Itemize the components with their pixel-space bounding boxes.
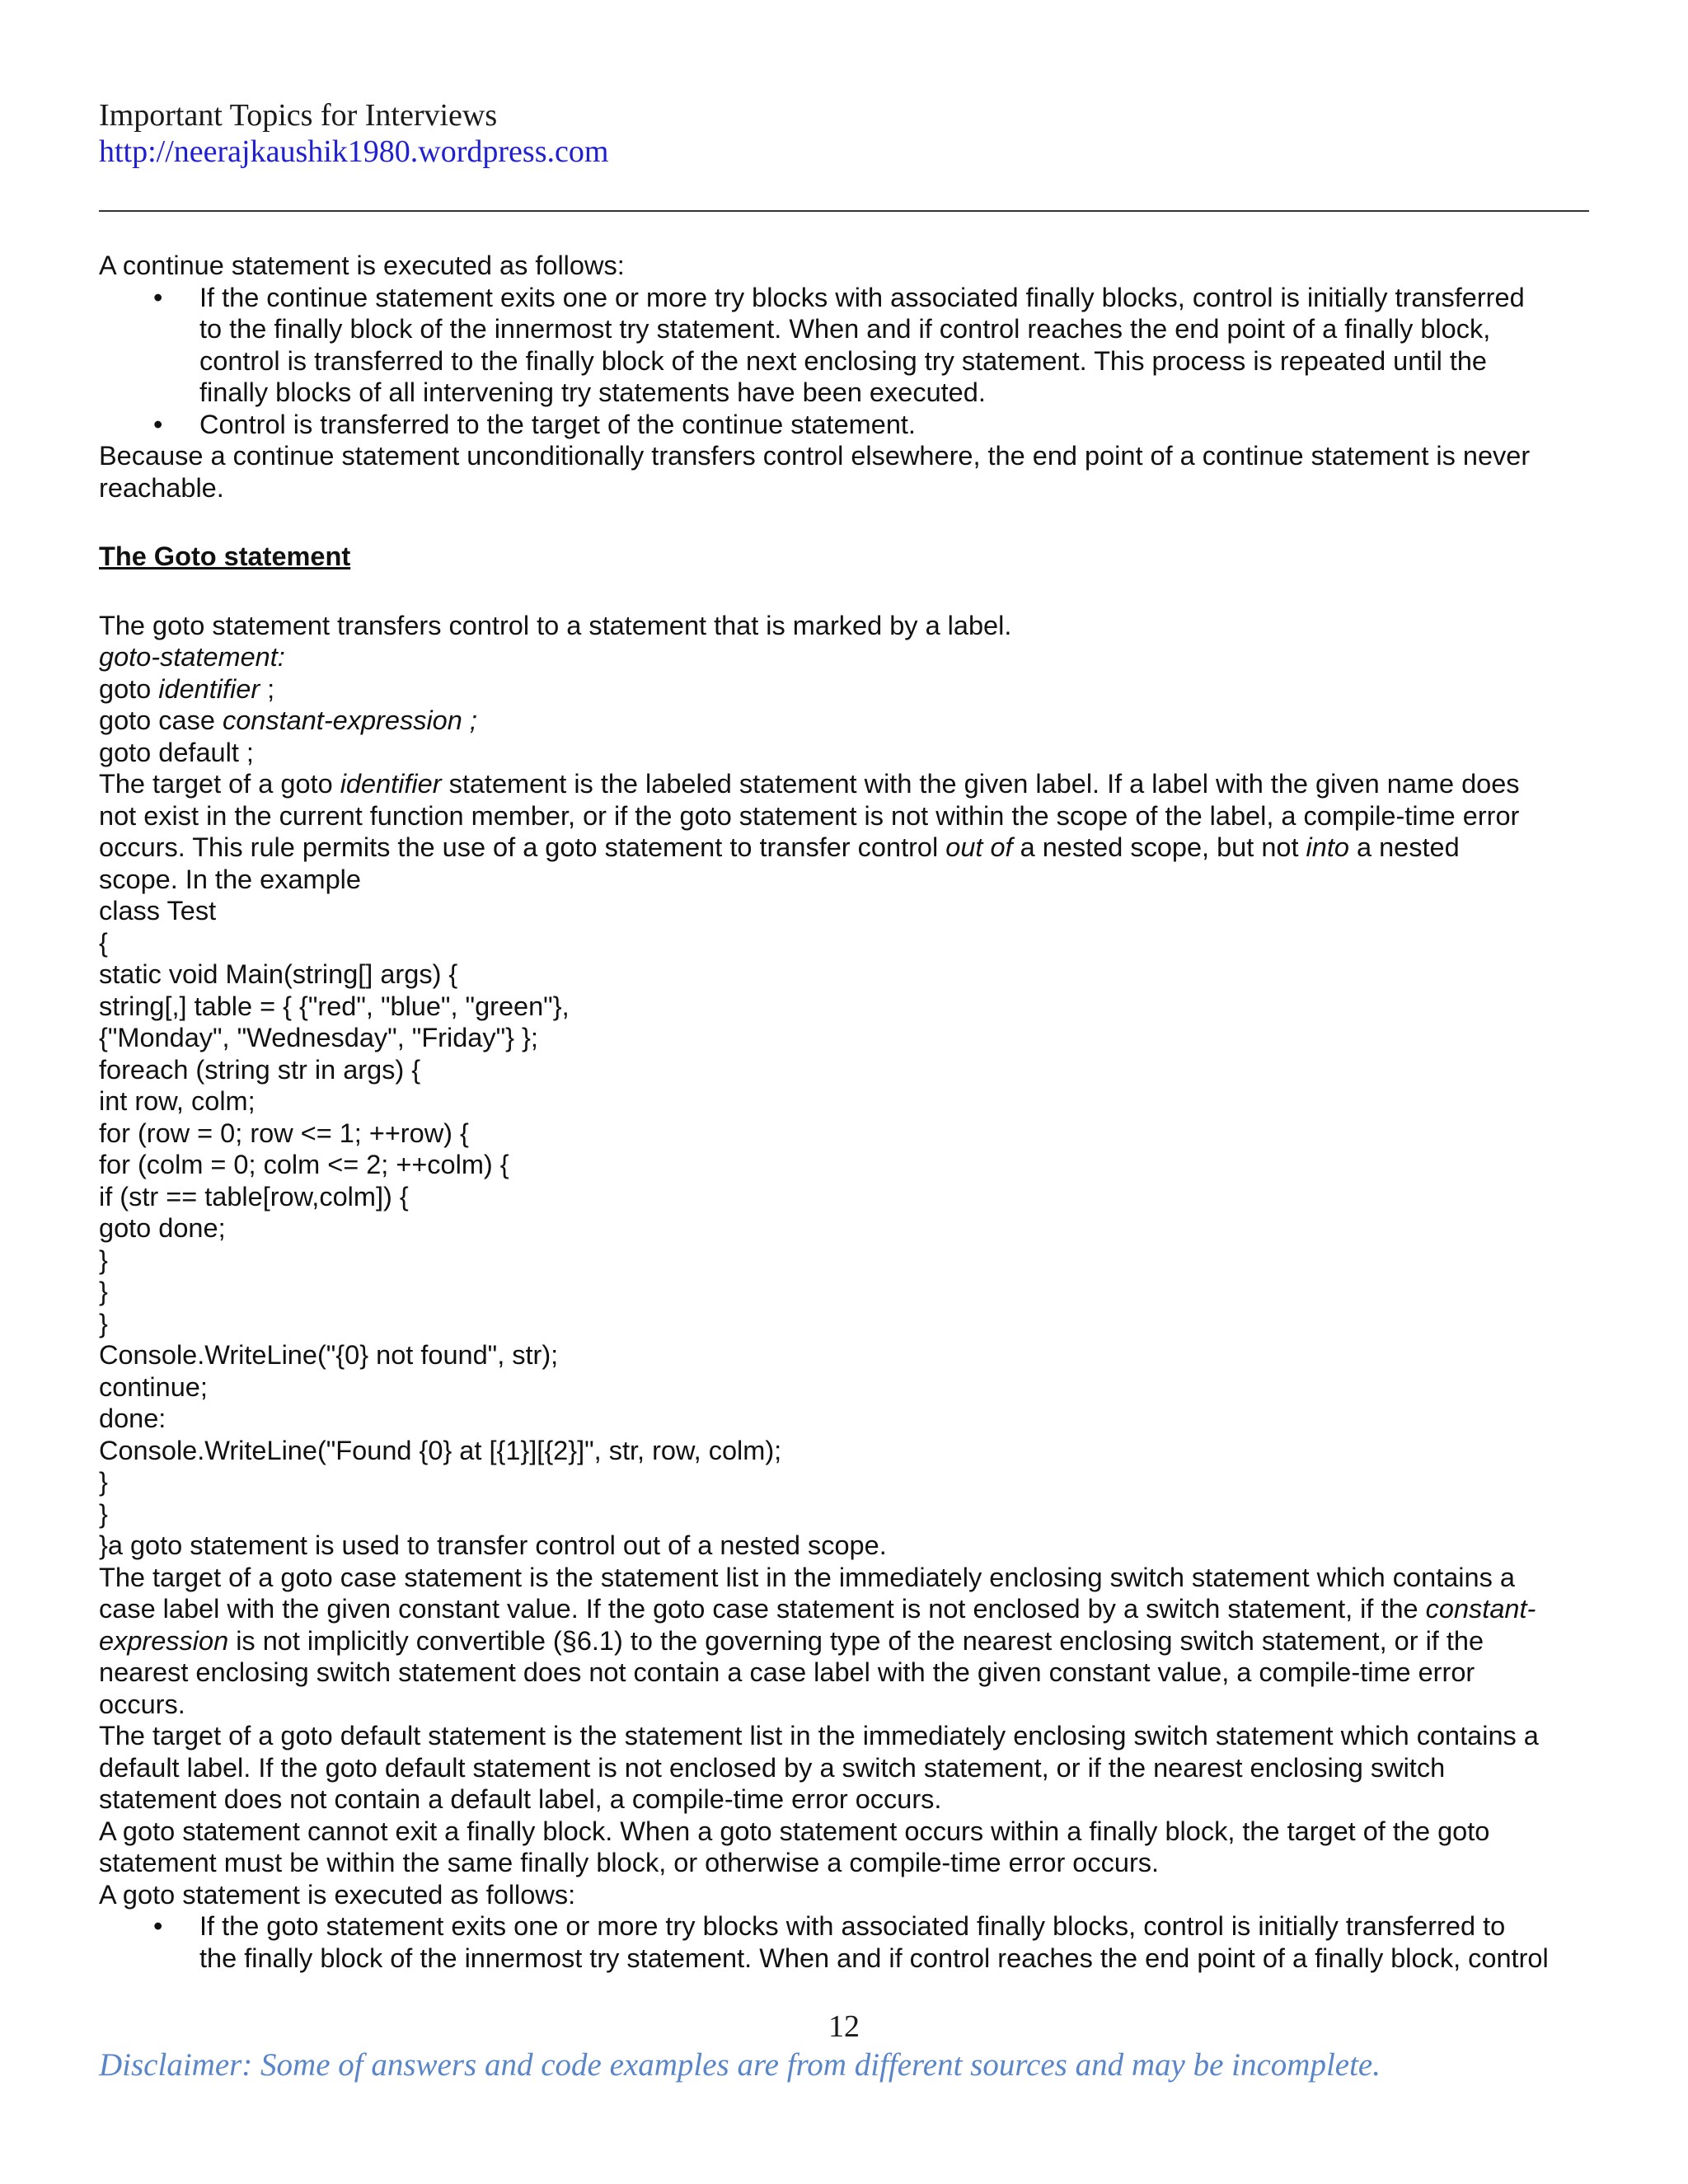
continue-intro: A continue statement is executed as follows: — [99, 251, 625, 280]
code-line: class Test — [99, 896, 217, 926]
page-number: 12 — [828, 2009, 860, 2044]
italic-run: into — [1306, 832, 1349, 862]
continue-bullet-1 — [99, 282, 1592, 409]
text-run: occurs. This rule permits the use of a goto statement to transfer control — [99, 832, 946, 862]
grammar-line-1 — [99, 673, 1592, 705]
paragraph-line: statement must be within the same finally block, or otherwise a compile-time error occurs. — [99, 1848, 1160, 1877]
grammar-italic: identifier — [158, 673, 260, 704]
code-line: Console.WriteLine("Found {0} at [{1}][{2}]", str, row, colm); — [99, 1435, 782, 1465]
paragraph-line — [99, 1593, 1592, 1625]
code-line: static void Main(string[] args) { — [99, 959, 458, 989]
goto-bullet-list — [99, 1910, 1592, 1974]
paragraph-line: scope. In the example — [99, 864, 361, 894]
grammar-name-text: goto-statement: — [99, 642, 285, 672]
code-line: string[,] table = { {"red", "blue", "green"}, — [99, 991, 570, 1021]
bullet-icon: • — [153, 282, 163, 312]
code-line: continue; — [99, 1371, 208, 1402]
goto-bullet-1 — [99, 1910, 1592, 1974]
footer-disclaimer: Disclaimer: Some of answers and code examples are from different sources and may be incomplete. — [99, 2047, 1381, 2083]
bullet-icon: • — [153, 1911, 163, 1941]
paragraph-line — [99, 1625, 1592, 1657]
continue-closing-line: reachable. — [99, 472, 224, 503]
header-divider — [99, 210, 1589, 212]
bullet-line: to the finally block of the innermost try statement. When and if control reaches the end point of a finally block, — [199, 314, 1491, 344]
italic-run: identifier — [340, 769, 442, 799]
bullet-line: control is transferred to the finally block of the next enclosing try statement. This process is repeated until the — [199, 345, 1487, 376]
paragraph-line: A goto statement cannot exit a finally block. When a goto statement occurs within a finally block, the target of the goto — [99, 1816, 1490, 1846]
grammar-name — [99, 641, 1592, 673]
text-run: a nested — [1348, 832, 1460, 862]
paragraph-line — [99, 768, 1592, 800]
text-run: case label with the given constant value. If the goto case statement is not enclosed by a switch statement, if the — [99, 1594, 1426, 1624]
italic-run: out of — [945, 832, 1013, 862]
code-line: for (row = 0; row <= 1; ++row) { — [99, 1118, 469, 1148]
header-title: Important Topics for Interviews — [99, 98, 498, 133]
paragraph-line: not exist in the current function member, or if the goto statement is not within the scope of the label, a compile-time error — [99, 800, 1520, 831]
code-line: } — [99, 1308, 108, 1338]
bullet-line: If the continue statement exits one or more try blocks with associated finally blocks, control is initially transferred — [199, 282, 1525, 312]
text-run: a nested scope, but not — [1012, 832, 1306, 862]
code-line: } — [99, 1244, 108, 1275]
code-line: { — [99, 927, 108, 958]
goto-intro: The goto statement transfers control to a statement that is marked by a label. — [99, 610, 1012, 640]
code-line: } — [99, 1498, 108, 1529]
code-end-line: }a goto statement is used to transfer control out of a nested scope. — [99, 1530, 887, 1560]
spacer — [99, 573, 1592, 610]
bullet-line: Control is transferred to the target of the continue statement. — [199, 409, 916, 439]
text-run: is not implicitly convertible (§6.1) to the governing type of the nearest enclosing switch statement, or if the — [228, 1625, 1484, 1656]
text-run: statement is the labeled statement with the given label. If a label with the given name does — [441, 769, 1520, 799]
italic-run: constant- — [1425, 1594, 1536, 1624]
bullet-line: finally blocks of all intervening try statements have been executed. — [199, 377, 986, 407]
paragraph-line: occurs. — [99, 1689, 185, 1719]
grammar-line-3: goto default ; — [99, 737, 254, 767]
code-line: foreach (string str in args) { — [99, 1054, 421, 1085]
code-line: goto done; — [99, 1213, 226, 1243]
page-header — [99, 97, 608, 170]
paragraph-line — [99, 832, 1592, 864]
document-body — [99, 250, 1592, 1974]
code-line: for (colm = 0; colm <= 2; ++colm) { — [99, 1150, 509, 1179]
grammar-text: ; — [260, 673, 275, 704]
grammar-line-2 — [99, 705, 1592, 737]
bullet-icon: • — [153, 409, 163, 439]
paragraph-line: A goto statement is executed as follows: — [99, 1879, 576, 1910]
code-example — [99, 895, 1592, 1530]
continue-closing-line: Because a continue statement unconditionally transfers control elsewhere, the end point of a continue statement is never — [99, 441, 1531, 471]
bullet-line: the finally block of the innermost try statement. When and if control reaches the end point of a finally block, control — [199, 1943, 1549, 1973]
grammar-text: goto case — [99, 705, 223, 735]
paragraph-line: The target of a goto default statement is the statement list in the immediately enclosing switch statement which contains a — [99, 1721, 1539, 1750]
code-line: if (str == table[row,colm]) { — [99, 1181, 409, 1212]
grammar-text: goto — [99, 673, 159, 704]
code-line: {"Monday", "Wednesday", "Friday"} }; — [99, 1023, 538, 1052]
paragraph-line: statement does not contain a default label, a compile-time error occurs. — [99, 1784, 942, 1814]
code-line: } — [99, 1467, 108, 1497]
grammar-italic: constant-expression ; — [222, 705, 477, 735]
code-line: done: — [99, 1404, 166, 1433]
section-heading: The Goto statement — [99, 541, 351, 571]
paragraph-line: default label. If the goto default statement is not enclosed by a switch statement, or if the nearest enclosing switch — [99, 1752, 1446, 1783]
continue-bullet-list — [99, 282, 1592, 441]
bullet-line: If the goto statement exits one or more try blocks with associated finally blocks, control is initially transferred to — [199, 1911, 1506, 1941]
code-line: } — [99, 1277, 108, 1306]
header-link[interactable]: http://neerajkaushik1980.wordpress.com — [99, 134, 609, 169]
code-line: int row, colm; — [99, 1086, 256, 1116]
text-run: The target of a goto — [99, 769, 340, 799]
spacer — [99, 504, 1592, 541]
italic-run: expression — [99, 1625, 229, 1656]
code-line: Console.WriteLine("{0} not found", str); — [99, 1340, 559, 1370]
continue-bullet-2 — [99, 409, 1592, 441]
paragraph-line: The target of a goto case statement is the statement list in the immediately enclosing switch statement which contains a — [99, 1562, 1515, 1592]
paragraph-line: nearest enclosing switch statement does not contain a case label with the given constant value, a compile-time error — [99, 1657, 1475, 1687]
